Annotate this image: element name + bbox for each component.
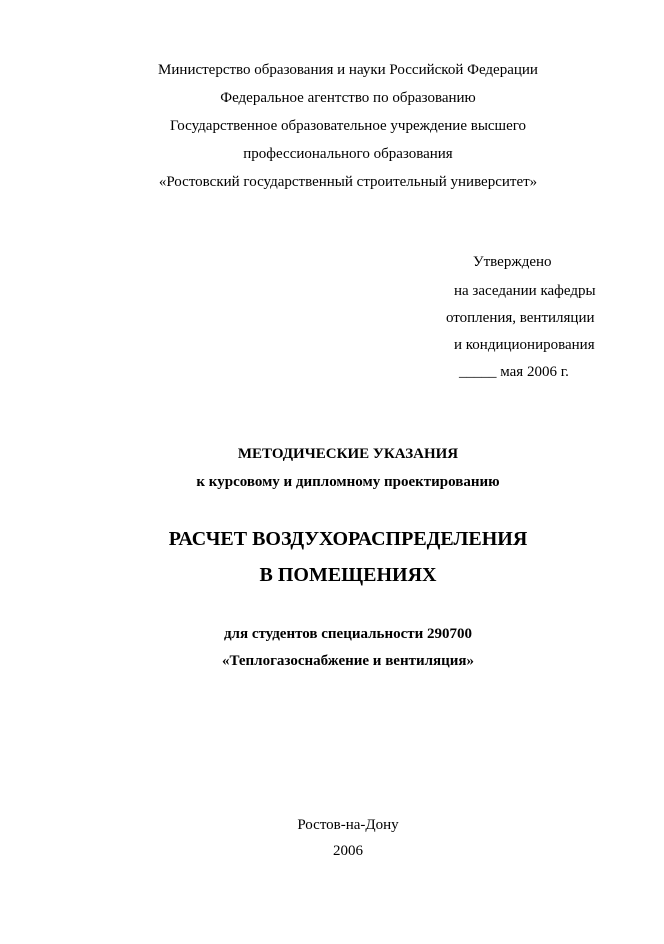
doc-type-heading: МЕТОДИЧЕСКИЕ УКАЗАНИЯ bbox=[237, 446, 459, 462]
approval-label: Утверждено bbox=[473, 254, 552, 270]
main-title-line-2: В ПОМЕЩЕНИЯХ bbox=[259, 564, 437, 586]
ministry-line: Министерство образования и науки Российской Федерации bbox=[158, 62, 538, 78]
approval-date: _____ мая 2006 г. bbox=[459, 364, 569, 380]
approval-department-1: отопления, вентиляции bbox=[446, 310, 595, 326]
year: 2006 bbox=[333, 843, 363, 859]
audience-line-1: для студентов специальности 290700 bbox=[223, 626, 473, 642]
approval-department-2: и кондиционирования bbox=[454, 337, 595, 353]
city: Ростов-на-Дону bbox=[297, 817, 399, 833]
doc-type-subheading: к курсовому и дипломному проектированию bbox=[196, 474, 500, 490]
agency-line: Федеральное агентство по образованию bbox=[220, 90, 476, 106]
audience-line-2: «Теплогазоснабжение и вентиляция» bbox=[221, 653, 475, 669]
institution-line-2: профессионального образования bbox=[243, 146, 453, 162]
main-title-line-1: РАСЧЕТ ВОЗДУХОРАСПРЕДЕЛЕНИЯ bbox=[168, 528, 528, 550]
institution-line-1: Государственное образовательное учреждение высшего bbox=[169, 118, 527, 134]
university-name: «Ростовский государственный строительный университет» bbox=[158, 174, 538, 190]
approval-meeting: на заседании кафедры bbox=[454, 283, 596, 299]
